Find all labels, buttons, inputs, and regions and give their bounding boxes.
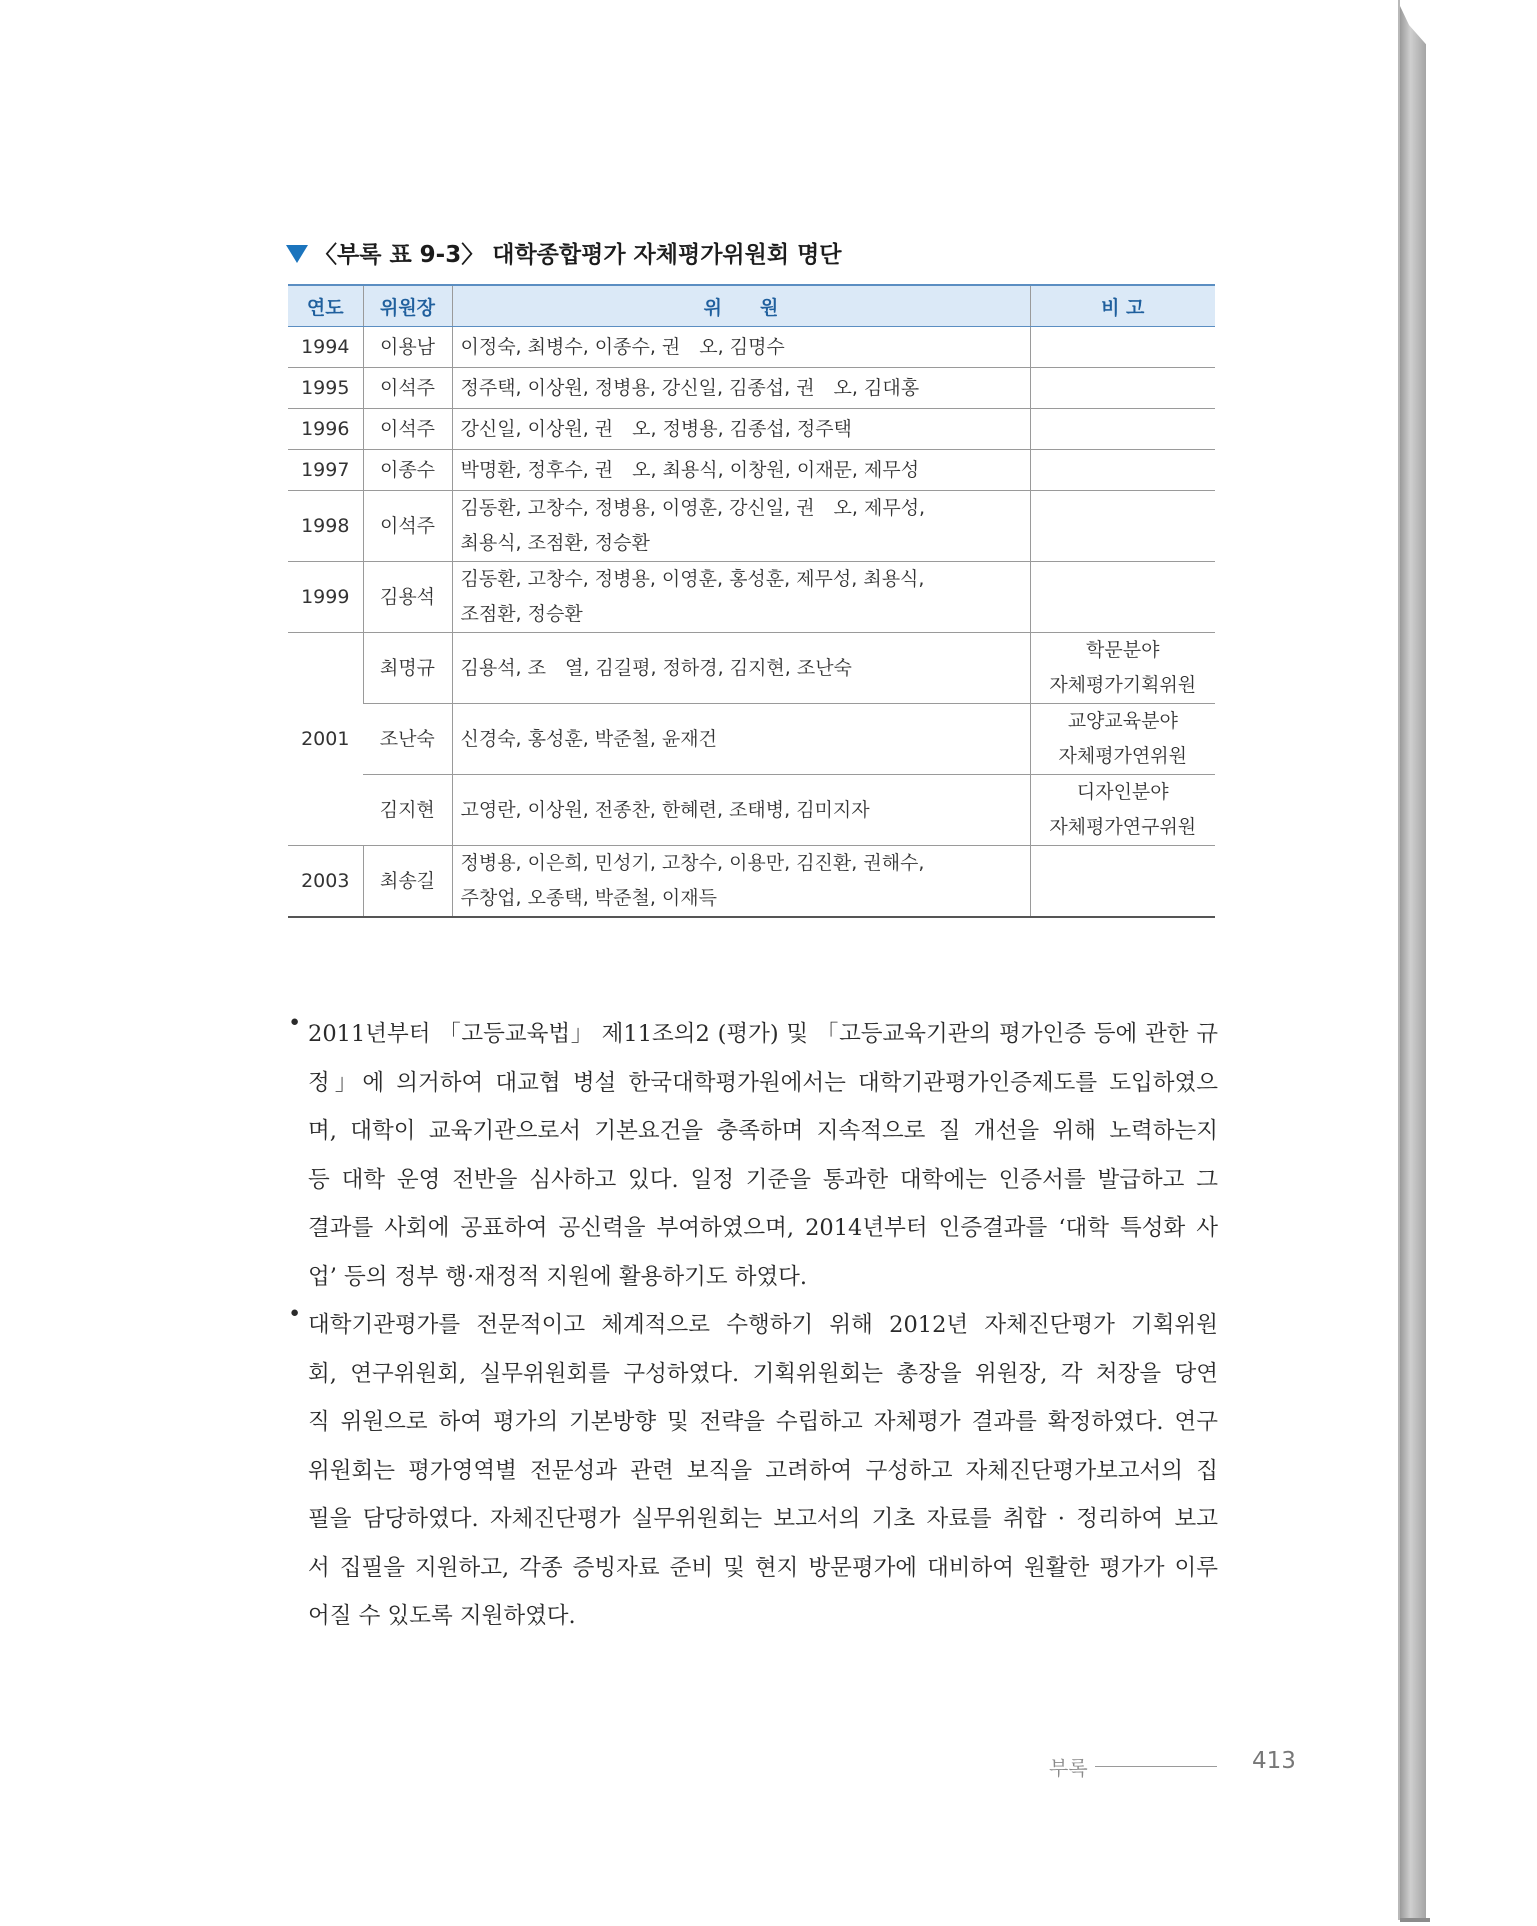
page-number: 413 [1252,1748,1296,1774]
cell-year: 1995 [288,368,363,409]
cell-chair: 최송길 [363,846,452,918]
note-line: 디자인분야 [1076,781,1169,803]
cell-year: 1997 [288,450,363,491]
table-header-row [288,285,1215,327]
cell-members: 강신일, 이상원, 권 오, 정병용, 김종섭, 정주택 [452,409,1030,450]
members-line: 조점환, 정승환 [460,603,583,625]
bullet-icon: • [288,1010,302,1036]
table-row [288,491,1215,562]
header-members: 위 원 [452,285,1030,327]
table-row [288,562,1215,633]
cell-note [1030,562,1215,633]
cell-note [1030,450,1215,491]
cell-note [1030,368,1215,409]
cell-note [1030,633,1215,704]
members-line: 김동환, 고창수, 정병용, 이영훈, 홍성훈, 제무성, 최용식, [460,568,925,590]
bullet-paragraph [288,1301,1218,1641]
cell-chair: 이석주 [363,409,452,450]
page-edge-shadow [1400,6,1426,1920]
cell-note [1030,491,1215,562]
cell-chair: 김용석 [363,562,452,633]
table-title-text: 〈부록 표 9-3〉 대학종합평가 자체평가위원회 명단 [314,242,842,268]
header-note: 비 고 [1030,285,1215,327]
text-line: 위원회는 평가영역별 전문성과 관련 보직을 고려하여 구성하고 자체진단평가보고서의 집 [308,1457,1218,1484]
cell-members: 신경숙, 홍성훈, 박준철, 윤재건 [452,704,1030,775]
text-line: 대학기관평가를 전문적이고 체계적으로 수행하기 위해 2012년 자체진단평가 기획위원 [308,1312,1218,1338]
cell-note [1030,846,1215,918]
cell-year: 2001 [288,633,363,846]
members-line: 김동환, 고창수, 정병용, 이영훈, 강신일, 권 오, 제무성, [460,497,926,519]
cell-members [452,846,1030,918]
table-row [288,704,1215,775]
text-line: 등 대학 운영 전반을 심사하고 있다. 일정 기준을 통과한 대학에는 인증서를 발급하고 그 [308,1166,1218,1193]
cell-year: 2003 [288,846,363,918]
text-line: 결과를 사회에 공표하여 공신력을 부여하였으며, 2014년부터 인증결과를 ‘대학 특성화 사 [308,1215,1218,1241]
table-row [288,775,1215,846]
members-line: 주창업, 오종택, 박준철, 이재득 [460,887,717,909]
table-row [288,450,1215,491]
cell-chair: 최명규 [363,633,452,704]
cell-members: 박명환, 정후수, 권 오, 최용식, 이창원, 이재문, 제무성 [452,450,1030,491]
cell-chair: 이석주 [363,368,452,409]
text-line: 회, 연구위원회, 실무위원회를 구성하였다. 기획위원회는 총장을 위원장, 각 처장을 당연 [308,1360,1218,1387]
cell-members: 정주택, 이상원, 정병용, 강신일, 김종섭, 권 오, 김대홍 [452,368,1030,409]
note-line: 교양교육분야 [1067,710,1178,732]
cell-year: 1996 [288,409,363,450]
table-row [288,409,1215,450]
cell-note [1030,409,1215,450]
cell-year: 1999 [288,562,363,633]
cell-members: 이정숙, 최병수, 이종수, 권 오, 김명수 [452,327,1030,368]
table-row [288,327,1215,368]
header-year: 연도 [288,285,363,327]
note-line: 학문분야 [1086,639,1160,661]
cell-chair: 이용남 [363,327,452,368]
footer-rule [1095,1766,1217,1767]
table-row [288,846,1215,918]
cell-members [452,562,1030,633]
text-line: 정」에 의거하여 대교협 병설 한국대학평가원에서는 대학기관평가인증제도를 도입하였으 [308,1069,1218,1096]
page-edge-line [1400,1918,1430,1922]
text-line: 직 위원으로 하여 평가의 기본방향 및 전략을 수립하고 자체평가 결과를 확정하였다. 연구 [308,1409,1218,1435]
cell-chair: 이석주 [363,491,452,562]
bullet-paragraph [288,1010,1218,1301]
text-line: 필을 담당하였다. 자체진단평가 실무위원회는 보고서의 기초 자료를 취합 · 정리하여 보고 [308,1506,1218,1532]
cell-year: 1998 [288,491,363,562]
text-line: 서 집필을 지원하고, 각종 증빙자료 준비 및 현지 방문평가에 대비하여 원활한 평가가 이루 [308,1554,1218,1581]
text-line: 2011년부터 「고등교육법」 제11조의2 (평가) 및 「고등교육기관의 평가인증 등에 관한 규 [308,1021,1218,1047]
cell-year: 1994 [288,327,363,368]
cell-members [452,491,1030,562]
cell-chair: 김지현 [363,775,452,846]
note-line: 자체평가연구위원 [1049,816,1197,838]
table-row [288,368,1215,409]
note-line: 자체평가기획위원 [1049,674,1197,696]
cell-members: 고영란, 이상원, 전종찬, 한혜련, 조태병, 김미지자 [452,775,1030,846]
cell-note [1030,327,1215,368]
text-line: 업’ 등의 정부 행·재정적 지원에 활용하기도 하였다. [308,1263,808,1290]
members-line: 최용식, 조점환, 정승환 [460,532,650,554]
table-row [288,633,1215,704]
text-line: 며, 대학이 교육기관으로서 기본요건을 충족하며 지속적으로 질 개선을 위해 노력하는지 [308,1118,1218,1144]
footer-section-label: 부록 [1049,1756,1088,1780]
triangle-bullet-icon [286,245,308,263]
cell-note [1030,775,1215,846]
cell-note [1030,704,1215,775]
committee-roster-table [288,284,1215,918]
header-chair: 위원장 [363,285,452,327]
table-caption [286,236,842,269]
text-line: 어질 수 있도록 지원하였다. [308,1603,576,1629]
body-text [288,1010,1218,1641]
cell-chair: 이종수 [363,450,452,491]
members-line: 정병용, 이은희, 민성기, 고창수, 이용만, 김진환, 권해수, [460,852,925,874]
bullet-icon: • [288,1301,302,1327]
note-line: 자체평가연위원 [1058,745,1187,767]
cell-chair: 조난숙 [363,704,452,775]
cell-members: 김용석, 조 열, 김길평, 정하경, 김지현, 조난숙 [452,633,1030,704]
